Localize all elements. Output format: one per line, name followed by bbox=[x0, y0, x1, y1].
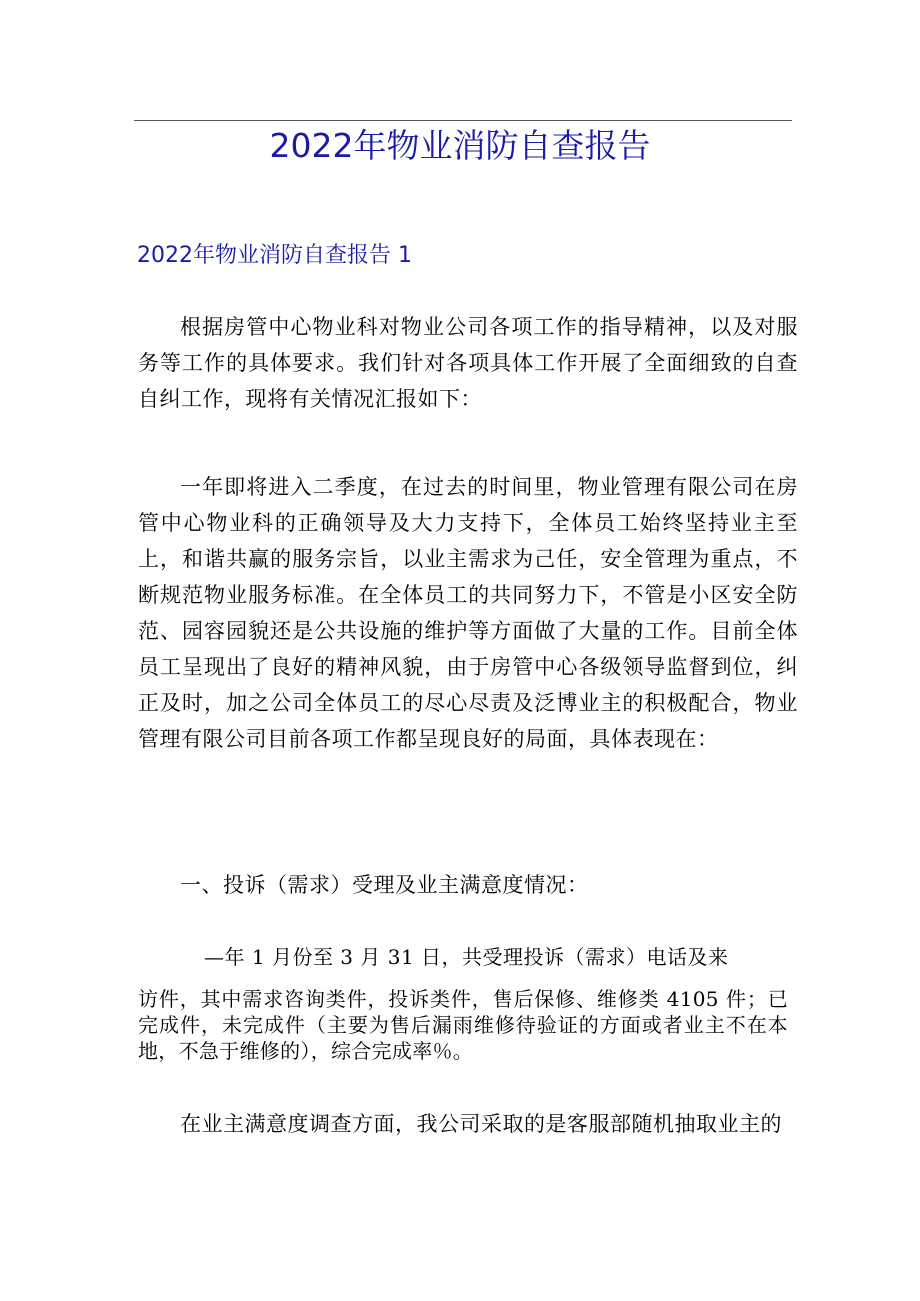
paragraph-survey: 在业主满意度调查方面，我公司采取的是客服部随机抽取业主的 bbox=[180, 1112, 782, 1136]
stats-rest: 访件，其中需求咨询类件，投诉类件，售后保修、维修类 4105 件；已完成件，未完成件（主要为售后漏雨维修待验证的方面或者业主不在本地，不急于维修的），综合完成率％。 bbox=[138, 987, 788, 1063]
paragraph-intro: 根据房管中心物业科对物业公司各项工作的指导精神，以及对服务等工作的具体要求。我们针对各项具体工作开展了全面细致的自查自纠工作，现将有关情况汇报如下： bbox=[138, 315, 798, 411]
paragraph-overview: 一年即将进入二季度，在过去的时间里，物业管理有限公司在房管中心物业科的正确领导及大力支持下，全体员工始终坚持业主至上，和谐共赢的服务宗旨，以业主需求为己任，安全管理为重点，不断规范物业服务标准。在全体员工的共同努力下，不管是小区安全防范、园容园貌还是公共设施的维护等方面做了大量的工作。目前全体员工呈现出了良好的精神风貌，由于房管中心各级领导监督到位，纠正及时，加之公司全体员工的尽心尽责及泛博业主的积极配合，物业管理有限公司目前各项工作都呈现良好的局面，具体表现在： bbox=[138, 475, 798, 751]
header-rule bbox=[134, 120, 792, 121]
item-one-heading: 一、投诉（需求）受理及业主满意度情况： bbox=[180, 873, 589, 897]
section-heading: 2022年物业消防自查报告 1 bbox=[137, 243, 412, 268]
document-title: 2022年物业消防自查报告 bbox=[269, 126, 651, 165]
paragraph-stats bbox=[138, 939, 798, 1089]
stats-first-line: —年 1 月份至 3 月 31 日，共受理投诉（需求）电话及来 bbox=[204, 945, 729, 969]
